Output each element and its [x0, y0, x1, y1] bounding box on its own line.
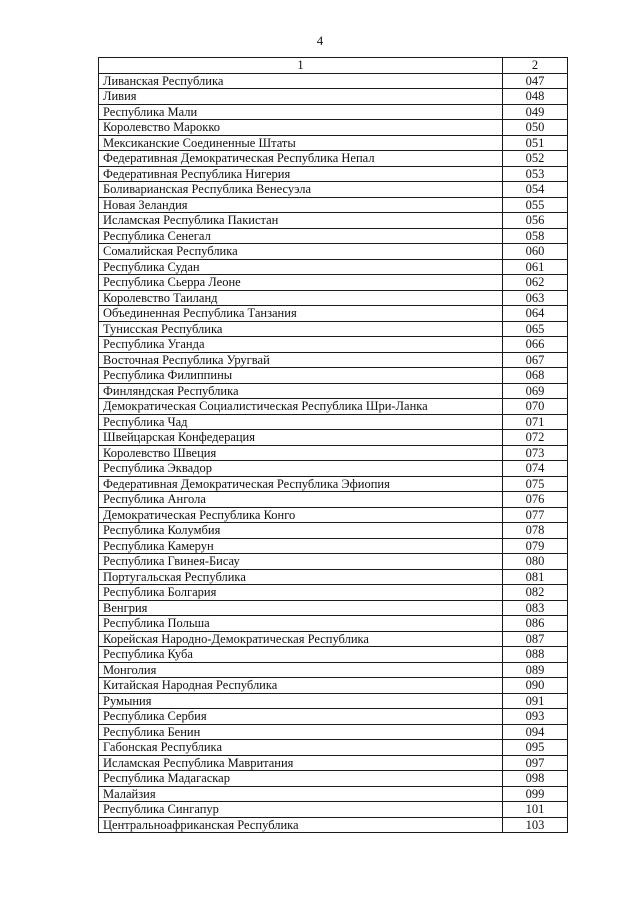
table-row	[99, 724, 568, 740]
country-name-cell: Ливанская Республика	[99, 73, 503, 89]
country-name-cell: Республика Уганда	[99, 337, 503, 353]
country-code-cell: 073	[503, 445, 568, 461]
country-name-cell: Португальская Республика	[99, 569, 503, 585]
country-name-cell: Республика Сьерра Леоне	[99, 275, 503, 291]
country-code-cell: 050	[503, 120, 568, 136]
country-code-cell: 058	[503, 228, 568, 244]
country-name-cell: Республика Судан	[99, 259, 503, 275]
country-code-cell: 051	[503, 135, 568, 151]
country-name-cell: Объединенная Республика Танзания	[99, 306, 503, 322]
country-name-cell: Центральноафриканская Республика	[99, 817, 503, 833]
table-row	[99, 89, 568, 105]
table-row	[99, 275, 568, 291]
country-name-cell: Республика Чад	[99, 414, 503, 430]
table-row	[99, 585, 568, 601]
country-code-cell: 082	[503, 585, 568, 601]
table-row	[99, 166, 568, 182]
country-name-cell: Корейская Народно-Демократическая Республика	[99, 631, 503, 647]
table-row	[99, 476, 568, 492]
table-row	[99, 538, 568, 554]
country-code-cell: 068	[503, 368, 568, 384]
table-row	[99, 104, 568, 120]
table-row	[99, 662, 568, 678]
table-row	[99, 569, 568, 585]
country-code-cell: 103	[503, 817, 568, 833]
table-row	[99, 771, 568, 787]
table-row	[99, 817, 568, 833]
country-name-cell: Федеративная Республика Нигерия	[99, 166, 503, 182]
country-code-cell: 087	[503, 631, 568, 647]
table-row	[99, 414, 568, 430]
country-code-cell: 078	[503, 523, 568, 539]
country-name-cell: Новая Зеландия	[99, 197, 503, 213]
table-row	[99, 306, 568, 322]
country-name-cell: Федеративная Демократическая Республика Непал	[99, 151, 503, 167]
table-row	[99, 321, 568, 337]
table-row	[99, 213, 568, 229]
table-row	[99, 290, 568, 306]
country-code-cell: 047	[503, 73, 568, 89]
country-code-cell: 076	[503, 492, 568, 508]
country-code-cell: 080	[503, 554, 568, 570]
country-code-cell: 093	[503, 709, 568, 725]
country-name-cell: Финляндская Республика	[99, 383, 503, 399]
country-code-cell: 075	[503, 476, 568, 492]
country-code-cell: 095	[503, 740, 568, 756]
country-name-cell: Королевство Марокко	[99, 120, 503, 136]
country-code-cell: 083	[503, 600, 568, 616]
country-name-cell: Республика Сербия	[99, 709, 503, 725]
table-header	[99, 58, 568, 74]
table-row	[99, 445, 568, 461]
country-code-cell: 049	[503, 104, 568, 120]
country-code-cell: 074	[503, 461, 568, 477]
table-row	[99, 73, 568, 89]
table-row	[99, 337, 568, 353]
country-code-cell: 053	[503, 166, 568, 182]
country-name-cell: Республика Филиппины	[99, 368, 503, 384]
table-row	[99, 678, 568, 694]
country-code-cell: 065	[503, 321, 568, 337]
table-row	[99, 693, 568, 709]
table-body	[99, 73, 568, 833]
country-name-cell: Республика Куба	[99, 647, 503, 663]
table-row	[99, 259, 568, 275]
country-name-cell: Демократическая Республика Конго	[99, 507, 503, 523]
country-name-cell: Республика Мадагаскар	[99, 771, 503, 787]
country-name-cell: Республика Сенегал	[99, 228, 503, 244]
table-row	[99, 709, 568, 725]
table-row	[99, 755, 568, 771]
country-name-cell: Республика Бенин	[99, 724, 503, 740]
table-row	[99, 352, 568, 368]
country-name-cell: Республика Мали	[99, 104, 503, 120]
table-row	[99, 492, 568, 508]
country-code-cell: 094	[503, 724, 568, 740]
country-code-cell: 060	[503, 244, 568, 260]
country-code-cell: 061	[503, 259, 568, 275]
table-row	[99, 197, 568, 213]
table-row	[99, 368, 568, 384]
country-code-cell: 067	[503, 352, 568, 368]
table-row	[99, 383, 568, 399]
country-name-cell: Республика Болгария	[99, 585, 503, 601]
column-header-name: 1	[99, 58, 503, 74]
country-code-cell: 070	[503, 399, 568, 415]
country-name-cell: Республика Польша	[99, 616, 503, 632]
country-code-cell: 101	[503, 802, 568, 818]
table-row	[99, 228, 568, 244]
country-code-cell: 097	[503, 755, 568, 771]
country-name-cell: Республика Колумбия	[99, 523, 503, 539]
country-name-cell: Малайзия	[99, 786, 503, 802]
country-name-cell: Федеративная Демократическая Республика Эфиопия	[99, 476, 503, 492]
country-code-cell: 077	[503, 507, 568, 523]
country-name-cell: Республика Ангола	[99, 492, 503, 508]
country-name-cell: Ливия	[99, 89, 503, 105]
table-row	[99, 135, 568, 151]
table-row	[99, 523, 568, 539]
table-row	[99, 631, 568, 647]
country-name-cell: Республика Гвинея-Бисау	[99, 554, 503, 570]
table-row	[99, 399, 568, 415]
country-name-cell: Королевство Таиланд	[99, 290, 503, 306]
country-name-cell: Сомалийская Республика	[99, 244, 503, 260]
country-name-cell: Венгрия	[99, 600, 503, 616]
table-row	[99, 151, 568, 167]
country-name-cell: Монголия	[99, 662, 503, 678]
country-name-cell: Королевство Швеция	[99, 445, 503, 461]
country-code-cell: 052	[503, 151, 568, 167]
table-row	[99, 244, 568, 260]
table-row	[99, 461, 568, 477]
country-code-cell: 091	[503, 693, 568, 709]
column-header-code: 2	[503, 58, 568, 74]
country-code-cell: 064	[503, 306, 568, 322]
table-row	[99, 554, 568, 570]
country-code-cell: 081	[503, 569, 568, 585]
country-code-cell: 062	[503, 275, 568, 291]
country-name-cell: Мексиканские Соединенные Штаты	[99, 135, 503, 151]
country-code-cell: 055	[503, 197, 568, 213]
table-row	[99, 786, 568, 802]
country-code-cell: 069	[503, 383, 568, 399]
table-row	[99, 647, 568, 663]
table-row	[99, 740, 568, 756]
table-row	[99, 616, 568, 632]
country-code-cell: 079	[503, 538, 568, 554]
table-row	[99, 430, 568, 446]
country-code-table	[98, 57, 568, 833]
country-name-cell: Демократическая Социалистическая Республика Шри-Ланка	[99, 399, 503, 415]
country-name-cell: Восточная Республика Уругвай	[99, 352, 503, 368]
country-name-cell: Исламская Республика Мавритания	[99, 755, 503, 771]
table-row	[99, 182, 568, 198]
country-name-cell: Боливарианская Республика Венесуэла	[99, 182, 503, 198]
country-code-cell: 086	[503, 616, 568, 632]
country-code-cell: 090	[503, 678, 568, 694]
table-row	[99, 120, 568, 136]
country-code-cell: 098	[503, 771, 568, 787]
country-code-cell: 063	[503, 290, 568, 306]
table-header-row	[99, 58, 568, 74]
table-row	[99, 802, 568, 818]
country-name-cell: Румыния	[99, 693, 503, 709]
country-name-cell: Республика Сингапур	[99, 802, 503, 818]
country-code-cell: 071	[503, 414, 568, 430]
country-name-cell: Швейцарская Конфедерация	[99, 430, 503, 446]
table-row	[99, 507, 568, 523]
country-code-cell: 056	[503, 213, 568, 229]
page-number: 4	[316, 33, 324, 48]
country-code-cell: 066	[503, 337, 568, 353]
country-code-cell: 054	[503, 182, 568, 198]
country-code-cell: 089	[503, 662, 568, 678]
table-row	[99, 600, 568, 616]
country-name-cell: Республика Эквадор	[99, 461, 503, 477]
country-name-cell: Исламская Республика Пакистан	[99, 213, 503, 229]
country-code-cell: 099	[503, 786, 568, 802]
country-code-cell: 088	[503, 647, 568, 663]
country-name-cell: Республика Камерун	[99, 538, 503, 554]
country-name-cell: Китайская Народная Республика	[99, 678, 503, 694]
country-code-cell: 072	[503, 430, 568, 446]
country-name-cell: Габонская Республика	[99, 740, 503, 756]
country-code-cell: 048	[503, 89, 568, 105]
country-name-cell: Тунисская Республика	[99, 321, 503, 337]
